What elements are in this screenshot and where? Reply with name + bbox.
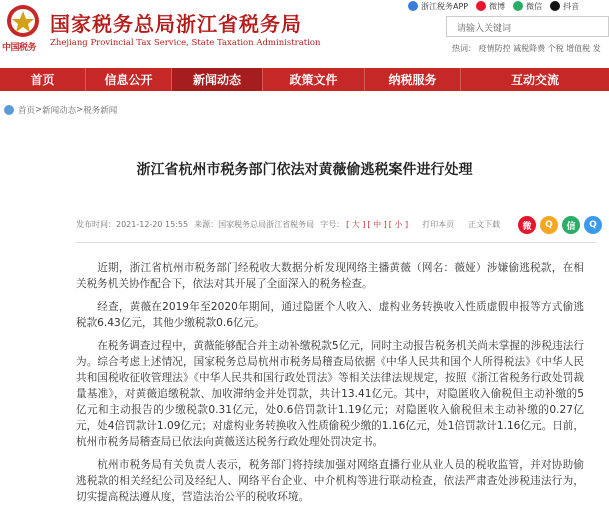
qzone-share-icon[interactable]: Q [540,216,558,234]
font-size-large-button[interactable]: [ 大 ] [346,220,366,229]
article-body [76,260,584,512]
hot-words[interactable]: 热词： 疫情防控 减税降费 个税 增值税 发 [452,44,601,53]
article-paragraph: 杭州市税务局有关负责人表示，税务部门将持续加强对网络直播行业从业人员的税收监管，并对协助偷逃税款的相关经纪公司及经纪人、网络平台企业、中介机构等进行联动检查，依法严肃查处涉税违法行为，切实提高税法遵从度，营造法治公平的税收环境。 [76,459,584,503]
top-link-weibo[interactable] [476,1,505,12]
seal-text: 中国税务 [2,43,37,53]
tax-emblem-icon [4,3,42,39]
breadcrumb-separator: > [35,105,43,115]
publish-time: 发布时间：2021-12-20 15:55 [76,220,189,229]
print-button[interactable]: 打印本页 [422,220,455,229]
nav-item-3[interactable]: 政策文件 [289,73,338,87]
breadcrumb-news[interactable]: 新闻动态 [42,106,77,116]
top-link-label: 抖音 [563,1,580,11]
article-paragraph: 在税务调查过程中，黄薇能够配合并主动补缴税款5亿元，同时主动报告税务机关尚未掌握的涉税违法行为。综合考虑上述情况，国家税务总局杭州市税务局稽查局依据《中华人民共和国个人所得税法》《中华人民共和国税收征收管理法》《中华人民共和国行政处罚法》等相关法律法规规定，按照《浙江省税务行政处罚裁量基准》，对黄薇追缴税款、加收滞纳金并处罚款，共计13.41亿元。其中，对隐匿收入偷税但主动补缴的5亿元和主动报告的少缴税款0.31亿元，处0.6倍罚款计1.19亿元；对隐匿收入偷税但未主动补缴的0.27亿元，处4倍罚款计1.09亿元；对虚构业务转换收入性质偷税少缴的1.16亿元，处1倍罚款计1.16亿元。日前，杭州市税务局稽查局已依法向黄薇送达税务行政处理处罚决定书。 [76,340,584,448]
article-meta [76,219,506,230]
nav-item-2[interactable]: 新闻动态 [172,68,262,91]
top-link-label: 微信 [526,1,543,11]
site-name[interactable]: 国家税务总局浙江省税务局 [50,12,302,36]
article-paragraph: 经查，黄薇在2019年至2020年期间，通过隐匿个人收入、虚构业务转换收入性质虚假申报等方式偷逃税款6.43亿元，其他少缴税款0.6亿元。 [76,301,584,329]
site-name-en: Zhejiang Provincial Tax Service, State Taxation Administration [50,38,321,48]
wechat-share-icon[interactable]: 信 [562,216,580,234]
site-header [0,0,609,68]
nav-item-5[interactable]: 互动交流 [510,73,559,87]
search-input[interactable]: 请输入关键词 [446,16,609,37]
app-icon [408,1,418,11]
weibo-share-icon[interactable]: 微 [518,216,536,234]
top-link-app[interactable] [408,1,468,12]
home-icon [4,105,14,115]
wechat-icon [513,1,523,11]
top-links [408,0,587,12]
font-size-small-button[interactable]: [ 小 ] [388,220,409,229]
font-size-label: 字号： [320,220,345,229]
breadcrumb-tax-news[interactable]: 税务新闻 [83,106,118,116]
article-paragraph: 近期，浙江省杭州市税务部门经税收大数据分析发现网络主播黄薇（网名：薇娅）涉嫌偷逃税款，在相关税务机关协作配合下，依法对其开展了全面深入的税务检查。 [76,262,584,290]
nav-item-1[interactable]: 信息公开 [104,73,153,87]
font-size-medium-button[interactable]: [ 中 ] [367,220,387,229]
nav-item-4[interactable]: 纳税服务 [388,73,437,87]
breadcrumb-separator: > [76,105,84,115]
article-title: 浙江省杭州市税务部门依法对黄薇偷逃税案件进行处理 [136,162,473,178]
breadcrumb-home[interactable]: 首页 [18,106,36,116]
top-link-label: 浙江税务APP [421,1,469,11]
main-nav [0,68,609,91]
divider [76,242,596,243]
weibo-icon [476,1,486,11]
top-link-douyin[interactable] [550,1,579,12]
article-source: 来源：国家税务总局浙江省税务局 [194,220,315,229]
douyin-icon [550,1,560,11]
download-button[interactable]: 正文下载 [468,220,501,229]
qq-share-icon[interactable]: Q [584,216,602,234]
breadcrumb [4,104,117,116]
top-link-wechat[interactable] [513,1,542,12]
top-link-label: 微博 [489,1,506,11]
share-buttons [518,216,606,234]
nav-item-0[interactable]: 首页 [30,73,55,87]
